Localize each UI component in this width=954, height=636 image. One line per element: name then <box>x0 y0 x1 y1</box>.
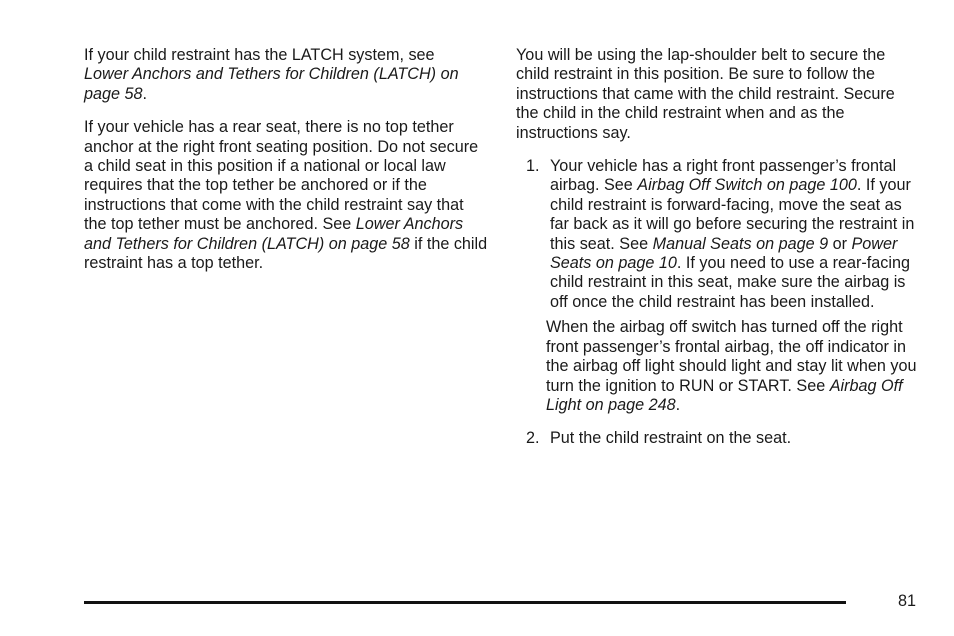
airbag-note-paragraph <box>516 318 921 415</box>
manual-seats-reference: Manual Seats on page 9 <box>652 234 829 253</box>
latch-end: . <box>142 84 148 103</box>
step1-text-c: or <box>828 234 852 253</box>
power-seats-reference: Power Seats on page 10 <box>550 234 898 273</box>
latch-paragraph <box>84 46 489 104</box>
airbag-switch-reference: Airbag Off Switch on page 100 <box>637 176 857 195</box>
step1-text-d: . If you need to use a rear-facing child restraint in this seat, make sure the airbag is off once the child restraint has been installed. <box>550 254 910 311</box>
right-column <box>516 46 921 449</box>
step-number: 2. <box>526 429 540 448</box>
page-number: 81 <box>898 592 917 610</box>
list-item <box>516 157 921 312</box>
rear-seat-text: If your vehicle has a rear seat, there is no top tether anchor at the right front seating position. Do not secure a child seat in this position if a national or local law requires that the top tether be anchored or if the instructions that come with the child restraint say that the top tether must be anchored. See <box>84 118 479 234</box>
airbag-note-end: . <box>675 395 681 414</box>
rear-seat-reference: Lower Anchors and Tethers for Children (LATCH) on page 58 <box>84 215 464 253</box>
rear-seat-paragraph <box>84 118 489 273</box>
rear-seat-end: if the child restraint has a top tether. <box>84 234 488 273</box>
left-column <box>84 46 489 273</box>
step1-text-a: Your vehicle has a right front passenger’s frontal airbag. See <box>550 157 897 195</box>
step1-text-b: . If your child restraint is forward-facing, move the seat as far back as it will go before securing the restraint in this seat. See <box>550 176 915 253</box>
airbag-note-text: When the airbag off switch has turned off the right front passenger’s frontal airbag, the off indicator in the airbag off light should light and stay lit when you turn the ignition to RUN or START. See <box>546 318 917 395</box>
airbag-light-reference: Airbag Off Light on page 248 <box>546 376 903 414</box>
step-text: Put the child restraint on the seat. <box>550 429 792 448</box>
step-text <box>550 157 921 312</box>
footer-rule <box>84 601 846 604</box>
intro-paragraph: You will be using the lap-shoulder belt to secure the child restraint in this position. Be sure to follow the instructions that came with the child restraint. Secure the child in the child restraint when and as the instructions say. <box>516 46 895 142</box>
list-item <box>516 429 921 448</box>
latch-text: If your child restraint has the LATCH system, see <box>84 46 435 64</box>
latch-reference: Lower Anchors and Tethers for Children (LATCH) on page 58 <box>84 65 459 103</box>
step-number: 1. <box>526 157 540 176</box>
